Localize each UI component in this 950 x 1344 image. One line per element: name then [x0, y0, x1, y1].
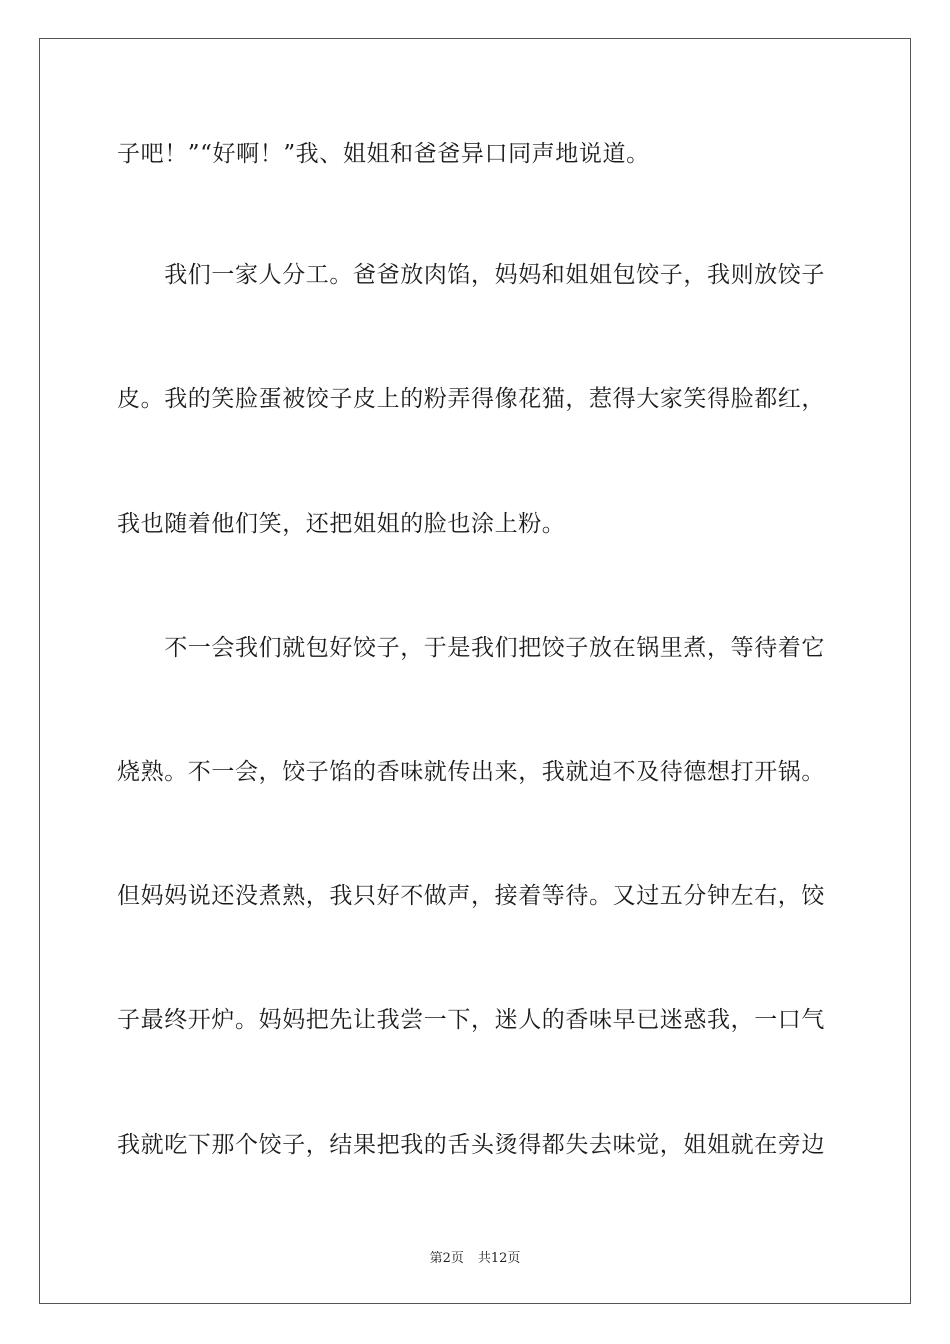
text-line: 子最终开炉。妈妈把先让我尝一下，迷人的香味早已迷惑我，一口气: [117, 1007, 825, 1033]
page-footer: [0, 1247, 950, 1266]
text-line: 不一会我们就包好饺子，于是我们把饺子放在锅里煮，等待着它: [117, 635, 825, 661]
text-line: 我们一家人分工。爸爸放肉馅，妈妈和姐姐包饺子，我则放饺子: [117, 262, 825, 288]
text-line: 我也随着他们笑，还把姐姐的脸也涂上粉。: [117, 511, 566, 537]
page-total: 共12页: [477, 1251, 521, 1266]
text-line: 皮。我的笑脸蛋被饺子皮上的粉弄得像花猫，惹得大家笑得脸都红，: [117, 386, 825, 412]
text-line: 子吧！”“好啊！”我、姐姐和爸爸异口同声地说道。: [117, 141, 650, 167]
text-line: 但妈妈说还没煮熟，我只好不做声，接着等待。又过五分钟左右，饺: [117, 883, 825, 909]
text-line: 烧熟。不一会，饺子馅的香味就传出来，我就迫不及待德想打开锅。: [117, 759, 825, 785]
page-number: 第2页: [429, 1251, 464, 1266]
text-line: 我就吃下那个饺子，结果把我的舌头烫得都失去味觉，姐姐就在旁边: [117, 1132, 825, 1158]
page-border: [39, 38, 911, 1304]
